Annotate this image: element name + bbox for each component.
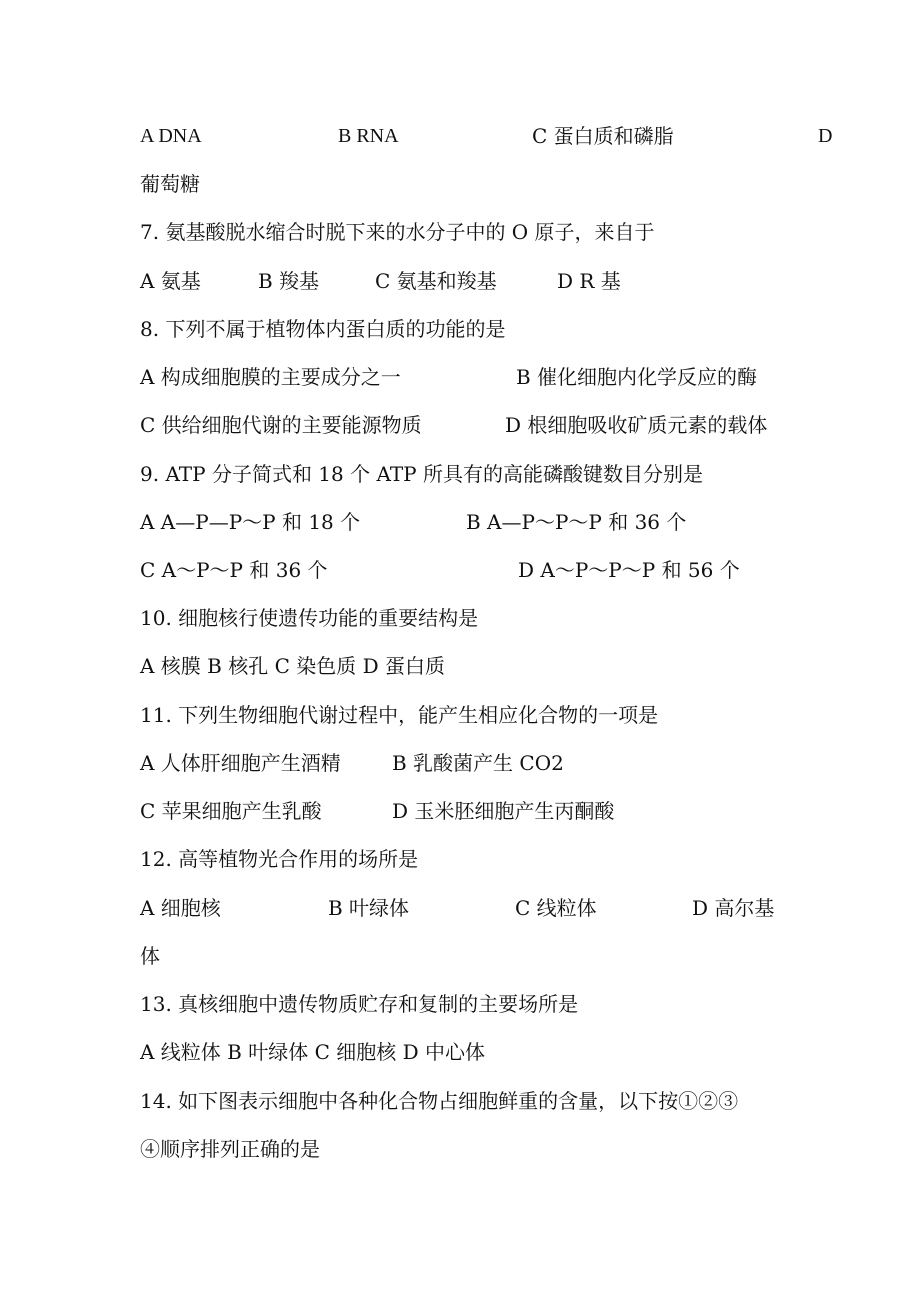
q10-stem: 10. 细胞核行使遗传功能的重要结构是 <box>140 606 479 630</box>
q8-stem: 8. 下列不属于植物体内蛋白质的功能的是 <box>140 317 506 341</box>
q7-option-c: C 氨基和羧基 <box>375 269 497 293</box>
q14-stem-line1: 14. 如下图表示细胞中各种化合物占细胞鲜重的含量，以下按①②③ <box>140 1089 739 1113</box>
q9-option-a: A A—P—P～P 和 18 个 <box>140 510 361 534</box>
q6-option-c: C 蛋白质和磷脂 <box>532 124 674 148</box>
q6-option-b: B RNA <box>338 125 399 147</box>
q7-option-a: A 氨基 <box>140 269 201 293</box>
q12-option-b: B 叶绿体 <box>328 896 410 920</box>
q11-option-b: B 乳酸菌产生 CO2 <box>392 751 564 775</box>
q9-option-b: B A—P～P～P 和 36 个 <box>466 510 687 534</box>
q9-stem: 9. ATP 分子简式和 18 个 ATP 所具有的高能磷酸键数目分别是 <box>140 462 703 486</box>
q11-option-a: A 人体肝细胞产生酒精 <box>140 751 341 775</box>
q13-options: A 线粒体 B 叶绿体 C 细胞核 D 中心体 <box>140 1040 485 1064</box>
q12-option-c: C 线粒体 <box>515 896 597 920</box>
q8-option-c: C 供给细胞代谢的主要能源物质 <box>140 413 422 437</box>
q12-option-d: D 高尔基 <box>692 896 775 920</box>
q12-option-d-continued: 体 <box>140 944 160 968</box>
q8-option-b: B 催化细胞内化学反应的酶 <box>516 365 758 389</box>
q6-option-d: D <box>818 125 833 147</box>
q10-options: A 核膜 B 核孔 C 染色质 D 蛋白质 <box>140 654 445 678</box>
q7-option-b: B 羧基 <box>258 269 320 293</box>
q9-option-c: C A～P～P 和 36 个 <box>140 558 328 582</box>
q11-stem: 11. 下列生物细胞代谢过程中，能产生相应化合物的一项是 <box>140 703 659 727</box>
q9-option-d: D A～P～P～P 和 56 个 <box>518 558 740 582</box>
q11-option-d: D 玉米胚细胞产生丙酮酸 <box>392 799 615 823</box>
q7-option-d: D R 基 <box>557 269 621 293</box>
q6-option-d-continued: 葡萄糖 <box>140 172 200 196</box>
q6-option-a: A DNA <box>140 125 202 147</box>
q11-option-c: C 苹果细胞产生乳酸 <box>140 799 322 823</box>
q14-stem-line2: ④顺序排列正确的是 <box>140 1137 320 1161</box>
q7-stem: 7. 氨基酸脱水缩合时脱下来的水分子中的 O 原子，来自于 <box>140 220 655 244</box>
q12-option-a: A 细胞核 <box>140 896 221 920</box>
q8-option-a: A 构成细胞膜的主要成分之一 <box>140 365 401 389</box>
q13-stem: 13. 真核细胞中遗传物质贮存和复制的主要场所是 <box>140 992 579 1016</box>
q12-stem: 12. 高等植物光合作用的场所是 <box>140 847 419 871</box>
q8-option-d: D 根细胞吸收矿质元素的载体 <box>505 413 768 437</box>
